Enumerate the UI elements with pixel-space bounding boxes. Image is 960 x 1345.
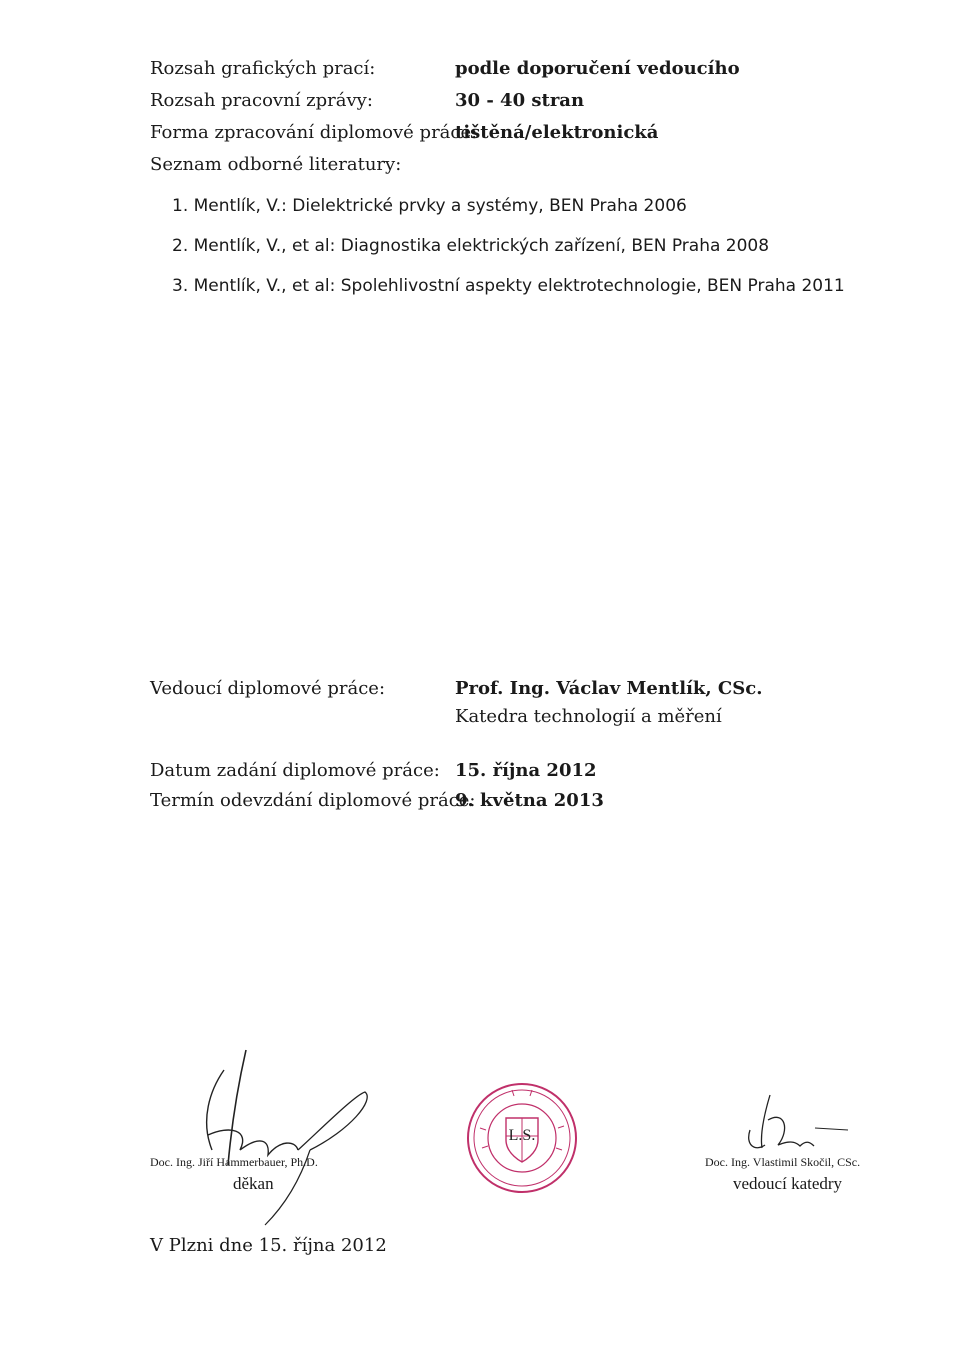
assignment-date-label: Datum zadání diplomové práce:: [150, 760, 440, 781]
place-date: V Plzni dne 15. října 2012: [150, 1235, 387, 1256]
literature-item-3: 3. Mentlík, V., et al: Spolehlivostní aspekty elektrotechnologie, BEN Praha 2011: [172, 276, 845, 296]
report-scope-value: 30 - 40 stran: [455, 90, 585, 111]
dean-name: Doc. Ing. Jiří Hammerbauer, Ph.D.: [150, 1155, 318, 1169]
university-seal-icon: [462, 1078, 582, 1198]
supervisor-name: Prof. Ing. Václav Mentlík, CSc.: [455, 678, 763, 699]
dean-role: děkan: [233, 1174, 274, 1193]
literature-item-2: 2. Mentlík, V., et al: Diagnostika elektrických zařízení, BEN Praha 2008: [172, 236, 770, 256]
thesis-form-label: Forma zpracování diplomové práce:: [150, 122, 478, 143]
thesis-form-value: tištěná/elektronická: [455, 122, 659, 143]
dean-signature-icon: [180, 1040, 380, 1210]
assignment-date-value: 15. října 2012: [455, 760, 597, 781]
supervisor-label: Vedoucí diplomové práce:: [150, 678, 386, 699]
department-head-name: Doc. Ing. Vlastimil Skočil, CSc.: [705, 1155, 861, 1169]
seal-ls-label: L.S.: [508, 1127, 536, 1144]
submission-date-value: 9. května 2013: [455, 790, 604, 811]
literature-label: Seznam odborné literatury:: [150, 154, 402, 175]
literature-item-1: 1. Mentlík, V.: Dielektrické prvky a systémy, BEN Praha 2006: [172, 196, 687, 216]
supervisor-department: Katedra technologií a měření: [455, 706, 722, 727]
graphics-scope-value: podle doporučení vedoucího: [455, 58, 740, 79]
graphics-scope-label: Rozsah grafických prací:: [150, 58, 376, 79]
report-scope-label: Rozsah pracovní zprávy:: [150, 90, 373, 111]
department-head-role: vedoucí katedry: [733, 1174, 843, 1193]
submission-date-label: Termín odevzdání diplomové práce:: [150, 790, 476, 811]
